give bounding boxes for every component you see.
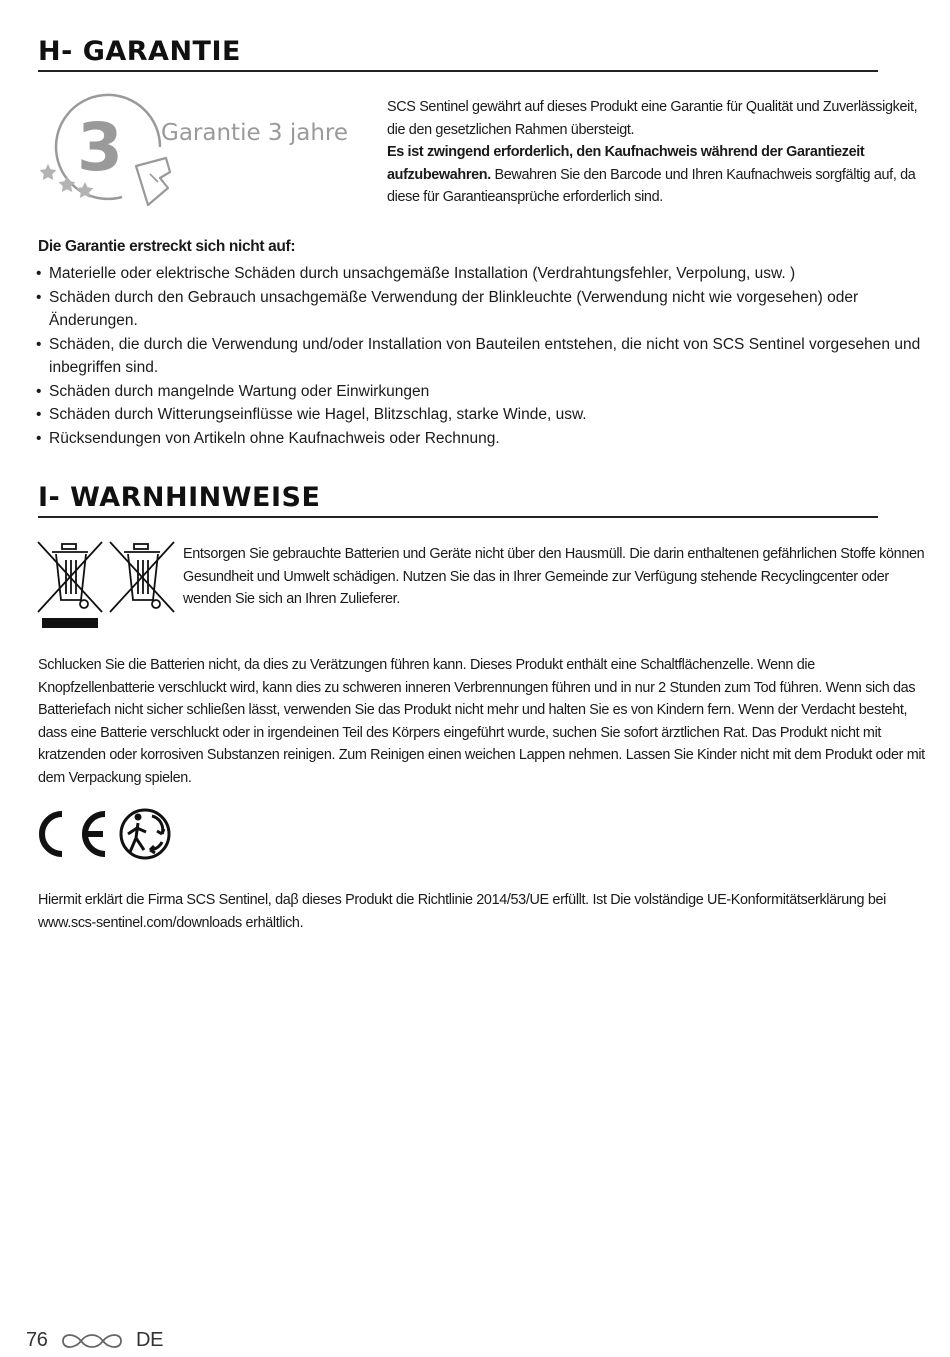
warranty-proof-note: Bewahren Sie den Barcode und Ihren Kaufnachweis sorgfältig auf, da diese für Garantieansprüche erforderlich sind. [387, 166, 916, 205]
exclusions-title: Die Garantie erstreckt sich nicht auf: [38, 238, 296, 255]
crossed-out-wheelie-bin-icon [110, 542, 174, 612]
list-item: • Schäden durch den Gebrauch unsachgemäße Verwendung der Blinkleuchte (Verwendung nicht wie vorgesehen) oder Änderungen. [36, 286, 926, 333]
compliance-marks [36, 804, 181, 864]
warranty-badge [40, 92, 370, 212]
warranty-section-title: H- GARANTIE [38, 36, 241, 67]
triman-recycling-icon [121, 810, 169, 858]
ce-mark-icon [42, 814, 105, 854]
conformity-declaration: Hiermit erklärt die Firma SCS Sentinel, daβ dieses Produkt die Richtlinie 2014/53/UE erfüllt. Ist Die volständige UE-Konformitätserklärung bei www.scs-sentinel.com/downloads erhältlich. [38, 892, 886, 931]
warranty-description [387, 96, 935, 209]
list-item: • Schäden durch mangelnde Wartung oder Einwirkungen [36, 380, 926, 404]
warnings-section-title: I- WARNHINWEISE [38, 482, 321, 513]
warnings-title-rule [38, 516, 878, 518]
brand-loop-logo-icon [59, 1331, 125, 1351]
warranty-3-years-icon [40, 92, 180, 212]
crossed-out-wheelie-bin-icon [38, 542, 102, 612]
warranty-title-rule [38, 70, 878, 72]
badge-label: Garantie 3 jahre [161, 120, 349, 146]
separate-collection-bar [42, 618, 98, 628]
exclusions-list [36, 262, 926, 450]
language-code: DE [136, 1329, 164, 1351]
list-item: • Schäden, die durch die Verwendung und/oder Installation von Bauteilen entstehen, die nicht von SCS Sentinel vorgesehen und inbegriffen sind. [36, 333, 926, 380]
warranty-proof-required: Es ist zwingend erforderlich, den Kaufnachweis während der Garantiezeit aufzubewahren. [387, 144, 865, 183]
disposal-symbols [36, 538, 181, 633]
battery-warning-text: Schlucken Sie die Batterien nicht, da dies zu Verätzungen führen kann. Dieses Produkt enthält eine Schaltflächenzelle. Wenn die Knopfzellenbatterie verschluckt wird, kann dies zu schweren inneren Verbrennungen führen und in nur 2 Stunden zum Tod führen. Wenn sich das Batteriefach nicht sicher schließen lässt, verwenden Sie das Produkt nicht mehr und halten Sie es von Kindern fern. Wenn der Verdacht besteht, dass eine Batterie verschluckt oder in irgendeinen Teil des Körpers eingeführt wurde, suchen Sie sofort ärztlichen Rat. Das Produkt nicht mit kratzenden oder korrosiven Substanzen reinigen. Zum Reinigen einen weichen Lappen nehmen. Lassen Sie Kinder nicht mit dem Produkt oder mit dem Verpackung spielen. [38, 657, 925, 786]
list-item: • Schäden durch Witterungseinflüsse wie Hagel, Blitzschlag, starke Winde, usw. [36, 403, 926, 427]
list-item: • Materielle oder elektrische Schäden durch unsachgemäße Installation (Verdrahtungsfehler, Verpolung, usw. ) [36, 262, 926, 286]
badge-number: 3 [77, 109, 123, 186]
page-number: 76 [26, 1329, 48, 1351]
disposal-warning-text: Entsorgen Sie gebrauchte Batterien und Geräte nicht über den Hausmüll. Die darin enthaltenen gefährlichen Stoffe können Gesundheit und Umwelt schädigen. Nutzen Sie das in Ihrer Gemeinde zur Verfügung stehende Recyclingcenter oder wenden Sie sich an Ihren Zulieferer. [183, 546, 925, 607]
warranty-intro: SCS Sentinel gewährt auf dieses Produkt eine Garantie für Qualität und Zuverlässigkeit, die den gesetzlichen Rahmen übersteigt. [387, 99, 918, 138]
list-item: • Rücksendungen von Artikeln ohne Kaufnachweis oder Rechnung. [36, 427, 926, 451]
